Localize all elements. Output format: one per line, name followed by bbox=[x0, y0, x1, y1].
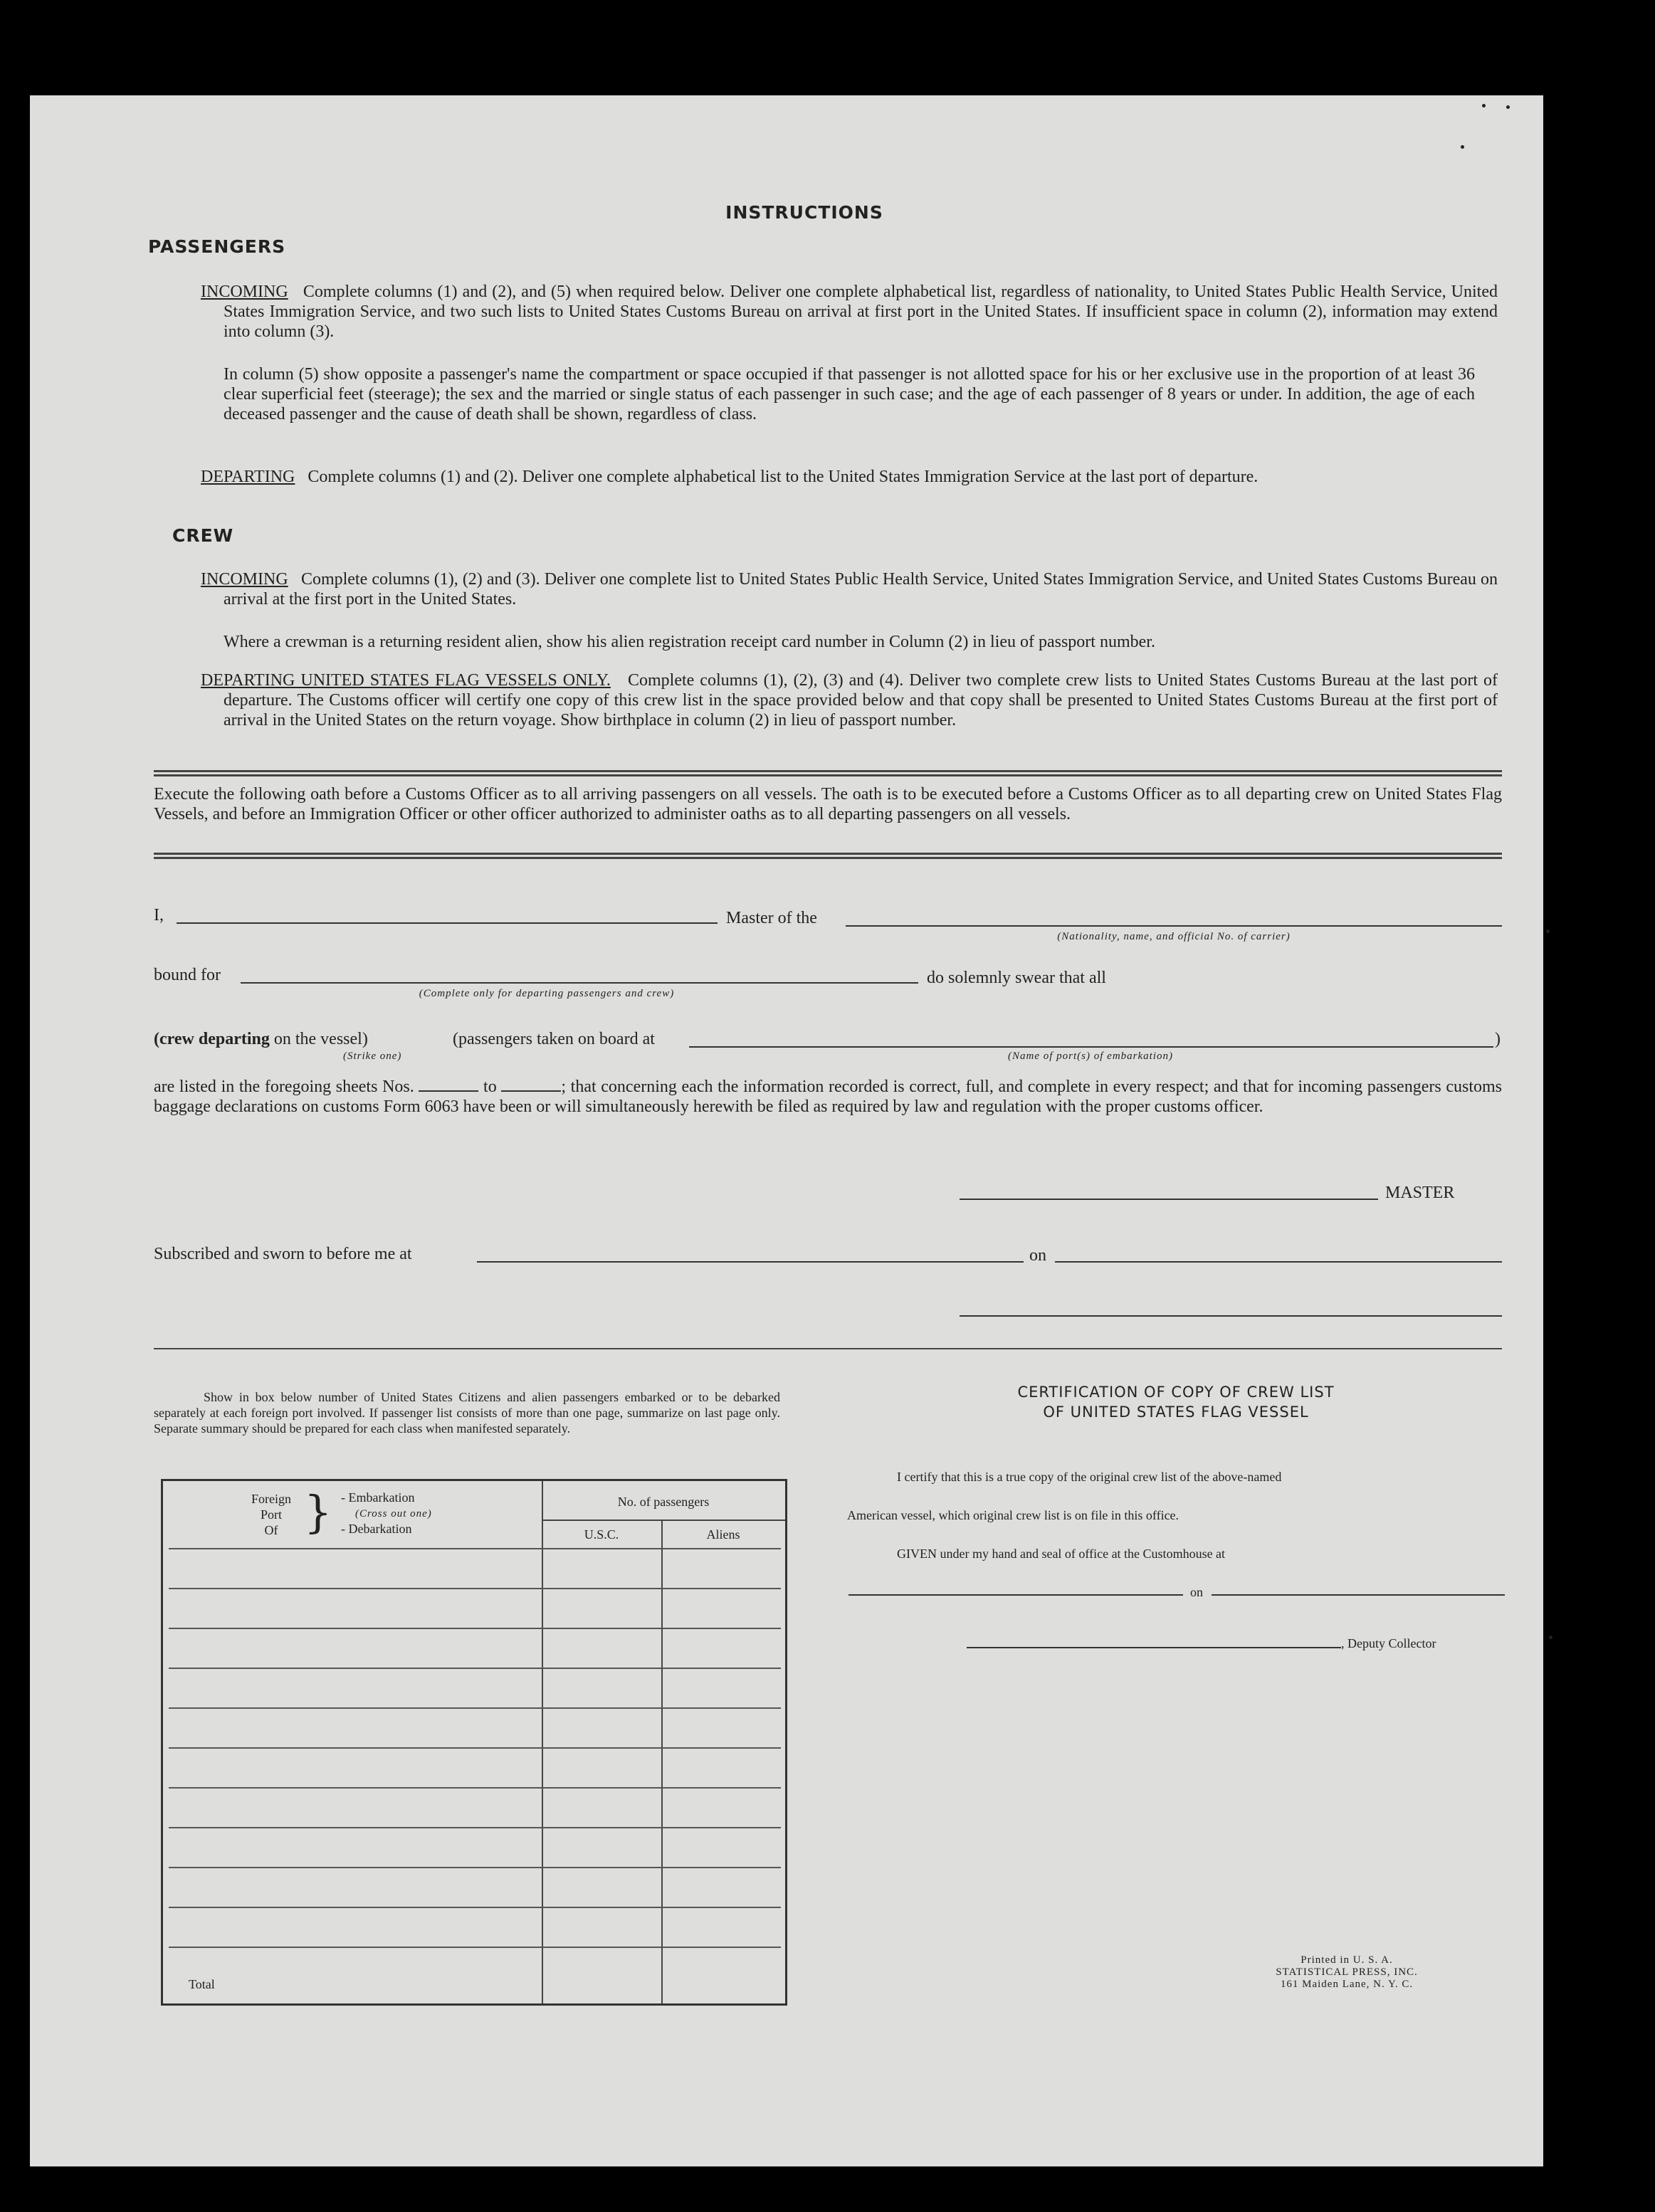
total-label: Total bbox=[189, 1977, 215, 1991]
passengers-departing-paragraph bbox=[201, 467, 1498, 487]
embarkation-label: - Embarkation bbox=[341, 1490, 415, 1505]
master-of-the-label: Master of the bbox=[726, 909, 817, 927]
passengers-taken-option[interactable]: (passengers taken on board at bbox=[453, 1030, 655, 1048]
crew-departing-label: DEPARTING UNITED STATES FLAG VESSELS ONLY. bbox=[201, 671, 611, 690]
no-of-passengers-label: No. of passengers bbox=[617, 1495, 710, 1509]
column-separator bbox=[542, 1481, 543, 2003]
table-row-line bbox=[169, 1707, 781, 1709]
scan-speck bbox=[1461, 145, 1464, 149]
certify-line2: American vessel, which original crew list is on file in this office. bbox=[847, 1508, 1179, 1522]
oath-listed-paragraph bbox=[154, 1076, 1502, 1117]
certification-title bbox=[848, 1382, 1503, 1422]
summary-instructions: Show in box below number of United States Citizens and alien passengers embarked or to be debarked separately at each foreign port involved. If passenger list consists of more than one page, summarize on last page only. Separate summary should be prepared for each class when manifested separately. bbox=[154, 1390, 780, 1436]
listed-rest-text: ; that concerning each the information recorded is correct, full, and complete in every respect; and that for incoming passengers customs baggage declarations on customs Form 6063 have been or will simultaneously herewith be filed as required by law and regulation with the proper customs officer. bbox=[154, 1078, 1502, 1116]
printer-line2: STATISTICAL PRESS, INC. bbox=[1276, 1966, 1418, 1978]
table-row-line bbox=[169, 1747, 781, 1749]
listed-in-text: are listed in the foregoing sheets Nos. bbox=[154, 1078, 414, 1096]
subscribed-on-label: on bbox=[1029, 1246, 1046, 1265]
passengers-departing-label: DEPARTING bbox=[201, 468, 295, 486]
form-page bbox=[30, 95, 1543, 2166]
to-text: to bbox=[483, 1078, 497, 1096]
close-paren: ) bbox=[1495, 1030, 1501, 1048]
crew-incoming-text: Complete columns (1), (2) and (3). Deliver one complete list to United States Public Health Service, United States Immigration Service, and United States Customs Bureau on arrival at the first port in the United States. bbox=[224, 570, 1498, 609]
port-hint: (Name of port(s) of embarkation) bbox=[1008, 1050, 1173, 1062]
crew-departing-option[interactable] bbox=[154, 1029, 368, 1049]
destination-hint: (Complete only for departing passengers and crew) bbox=[419, 988, 675, 999]
certification-title-line1: CERTIFICATION OF COPY OF CREW LIST bbox=[1017, 1384, 1335, 1401]
divider bbox=[154, 853, 1502, 859]
column-separator bbox=[661, 1521, 663, 2003]
instructions-title: INSTRUCTIONS bbox=[725, 202, 883, 223]
usc-label: U.S.C. bbox=[584, 1527, 619, 1542]
of-label: Of bbox=[264, 1523, 278, 1537]
bound-for-label: bound for bbox=[154, 966, 221, 984]
table-row-line bbox=[169, 1787, 781, 1789]
subscribed-label: Subscribed and sworn to before me at bbox=[154, 1245, 412, 1263]
crew-alien-paragraph: Where a crewman is a returning resident alien, show his alien registration receipt card number in Column (2) in lieu of passport number. bbox=[224, 633, 1155, 651]
passengers-incoming-text: Complete columns (1) and (2), and (5) when required below. Deliver one complete alphabetical list, regardless of nationality, to United States Public Health Service, United States Immigration Service, and two such lists to United States Customs Bureau on arrival at first port in the United States. If insufficient space in column (2), information may extend into column (3). bbox=[224, 283, 1498, 341]
deputy-collector-label: , Deputy Collector bbox=[1341, 1636, 1436, 1650]
destination-field[interactable] bbox=[241, 968, 918, 984]
printer-line3: 161 Maiden Lane, N. Y. C. bbox=[1280, 1979, 1414, 1990]
crew-departing-text: (crew departing bbox=[154, 1030, 270, 1048]
table-row-line bbox=[169, 1668, 781, 1669]
crew-incoming-label: INCOMING bbox=[201, 570, 288, 589]
oath-i-label: I, bbox=[154, 906, 164, 925]
printer-line1: Printed in U. S. A. bbox=[1301, 1954, 1393, 1966]
header-separator bbox=[542, 1520, 785, 1521]
given-line: GIVEN under my hand and seal of office at the Customhouse at bbox=[897, 1547, 1226, 1561]
sheet-from-field[interactable] bbox=[419, 1076, 478, 1092]
customhouse-field[interactable] bbox=[848, 1580, 1183, 1596]
debarkation-label: - Debarkation bbox=[341, 1522, 412, 1536]
certification-on-label: on bbox=[1190, 1585, 1203, 1599]
printer-imprint bbox=[1240, 1954, 1454, 1991]
certification-date-field[interactable] bbox=[1212, 1580, 1505, 1596]
scan-speck bbox=[1546, 929, 1550, 933]
divider bbox=[154, 770, 1502, 776]
oath-intro: Execute the following oath before a Customs Officer as to all arriving passengers on all vessels. The oath is to be executed before a Customs Officer as to all departing crew on United States Flag Vessels, and before an Immigration Officer or other officer authorized to administer oaths as to all departing passengers on all vessels. bbox=[154, 785, 1502, 823]
scan-speck bbox=[1549, 1636, 1552, 1639]
table-row-line bbox=[169, 1867, 781, 1868]
crew-heading: CREW bbox=[172, 525, 234, 546]
swear-label: do solemnly swear that all bbox=[927, 969, 1106, 987]
passenger-summary-table bbox=[161, 1479, 787, 2006]
table-row-line bbox=[169, 1628, 781, 1629]
embarkation-port-field[interactable] bbox=[689, 1032, 1493, 1048]
crew-departing-paragraph bbox=[201, 670, 1498, 730]
scan-speck bbox=[1482, 104, 1486, 107]
subscribed-date-field[interactable] bbox=[1055, 1247, 1502, 1263]
aliens-label: Aliens bbox=[706, 1527, 740, 1542]
table-row-line bbox=[169, 1827, 781, 1828]
passengers-incoming-label: INCOMING bbox=[201, 283, 288, 301]
port-label: Port bbox=[260, 1507, 282, 1522]
scan-speck bbox=[1506, 105, 1510, 109]
table-row-line bbox=[169, 1548, 781, 1549]
table-row-line bbox=[169, 1588, 781, 1589]
passengers-heading: PASSENGERS bbox=[148, 236, 286, 257]
passengers-incoming-paragraph bbox=[201, 282, 1498, 342]
certification-title-line2: OF UNITED STATES FLAG VESSEL bbox=[1043, 1403, 1309, 1421]
foreign-port-of bbox=[243, 1491, 300, 1538]
certify-line1: I certify that this is a true copy of the original crew list of the above-named bbox=[897, 1470, 1282, 1484]
master-signature-field[interactable] bbox=[960, 1184, 1378, 1200]
divider bbox=[154, 1348, 1502, 1349]
carrier-field[interactable] bbox=[846, 911, 1502, 927]
passengers-departing-text: Complete columns (1) and (2). Deliver one complete alphabetical list to the United States Immigration Service at the last port of departure. bbox=[308, 468, 1259, 486]
brace: } bbox=[304, 1486, 332, 1538]
carrier-hint: (Nationality, name, and official No. of carrier) bbox=[1057, 931, 1291, 942]
sheet-to-field[interactable] bbox=[501, 1076, 561, 1092]
subscribed-place-field[interactable] bbox=[477, 1247, 1024, 1263]
on-vessel-text: on the vessel) bbox=[273, 1030, 368, 1048]
foreign-label: Foreign bbox=[251, 1492, 291, 1506]
table-row-line bbox=[169, 1907, 781, 1908]
strike-hint: (Strike one) bbox=[343, 1050, 402, 1062]
master-label: MASTER bbox=[1385, 1184, 1455, 1202]
crew-incoming-paragraph bbox=[201, 569, 1498, 609]
officer-signature-field[interactable] bbox=[960, 1301, 1502, 1317]
crew-departing-text: Complete columns (1), (2), (3) and (4). Deliver two complete crew lists to United States Customs Bureau at the last port of departure. The Customs officer will certify one copy of this crew list in the space provided below and that copy shall be presented to United States Customs Bureau at the first port of arrival in the United States on the return voyage. Show birthplace in column (2) in lieu of passport number. bbox=[224, 671, 1498, 730]
cross-out-hint: (Cross out one) bbox=[355, 1508, 432, 1520]
passengers-column5-paragraph: In column (5) show opposite a passenger's name the compartment or space occupied if that passenger is not allotted space for his or her exclusive use in the proportion of at least 36 clear superficial feet (steerage); the sex and the married or single status of each passenger in such case; and the age of each passenger of 8 years or under. In addition, the age of each deceased passenger and the cause of death shall be shown, regardless of class. bbox=[224, 365, 1475, 423]
deputy-collector-signature-field[interactable] bbox=[967, 1633, 1341, 1648]
master-name-field[interactable] bbox=[177, 908, 718, 924]
table-row-line bbox=[169, 1947, 781, 1948]
